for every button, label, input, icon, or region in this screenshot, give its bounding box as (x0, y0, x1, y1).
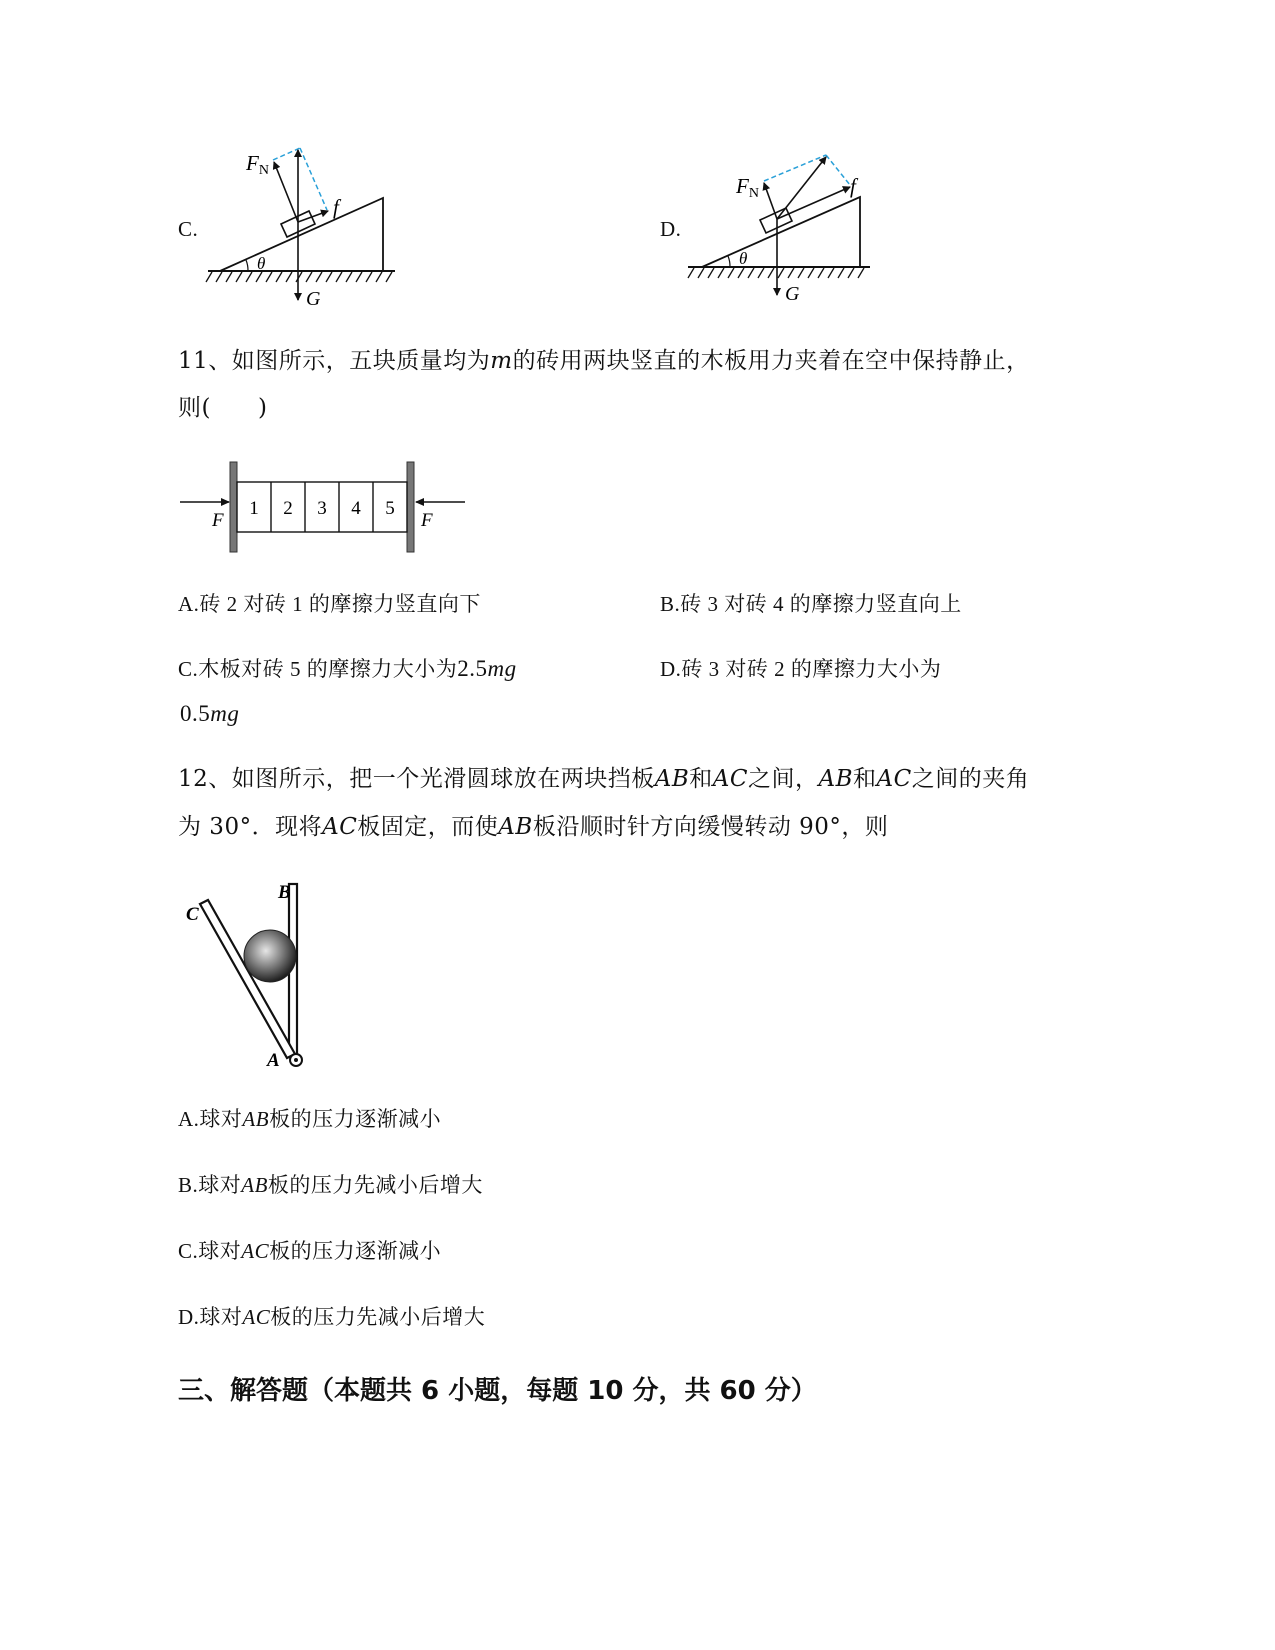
gravity-label-d: G (785, 283, 800, 305)
italic-term: AB (654, 766, 690, 792)
brick-label: 2 (283, 498, 293, 519)
q12-option-c (178, 1236, 441, 1266)
text-run: D.球对 (178, 1305, 243, 1329)
q12-option-b (178, 1170, 483, 1200)
text-run: 板沿顺时针方向缓慢转动 90°，则 (532, 814, 889, 840)
fn-label-c: FN (246, 151, 269, 178)
italic-term: AC (712, 766, 749, 792)
label-b: B (278, 882, 291, 903)
gravity-label-c: G (306, 288, 321, 310)
text-run: B.球对 (178, 1173, 242, 1197)
brick-label: 3 (317, 498, 327, 519)
brick-label: 1 (249, 498, 259, 519)
q12-option-a (178, 1104, 441, 1134)
figure-option-c (200, 140, 410, 315)
italic-term: AB (241, 1173, 268, 1197)
label-a: A (267, 1050, 280, 1071)
text-run: 为 30°．现将 (178, 814, 323, 840)
q11-stem-line1: 11、如图所示，五块质量均为m的砖用两块竖直的木板用力夹着在空中保持静止， (178, 348, 1030, 374)
option-c-label: C. (178, 217, 199, 241)
option-d-label: D. (660, 217, 682, 241)
text-run: 板固定，而使 (357, 814, 499, 840)
italic-term: AC (322, 814, 358, 840)
force-label-right: F (421, 510, 433, 531)
text-run: 板的压力逐渐减小 (269, 1107, 442, 1131)
q11-option-d: D.砖 3 对砖 2 的摩擦力大小为 (660, 657, 942, 681)
q12-stem-line2 (178, 812, 888, 842)
italic-term: AB (498, 814, 533, 840)
brick-label: 5 (385, 498, 395, 519)
figure-bricks (178, 458, 473, 556)
text-run: A.球对 (178, 1107, 243, 1131)
friction-label-c: f (333, 195, 339, 219)
text-run: 之间， (748, 766, 819, 792)
text-run: 和 (853, 766, 877, 792)
friction-label-d: f (850, 174, 856, 198)
text-run: 之间的夹角 (911, 766, 1030, 792)
text-run: 12、如图所示，把一个光滑圆球放在两块挡板 (178, 766, 655, 792)
force-label-left: F (212, 510, 224, 531)
text-run: C.球对 (178, 1239, 242, 1263)
italic-term: AC (242, 1305, 271, 1329)
theta-label-d: θ (739, 249, 748, 268)
q12-stem-line1 (178, 764, 1029, 794)
fn-label-d: FN (736, 174, 759, 201)
label-c: C (186, 904, 199, 925)
figure-option-d (680, 145, 880, 310)
italic-term: AB (242, 1107, 270, 1131)
italic-term: AB (818, 766, 854, 792)
text-run: 板的压力先减小后增大 (267, 1173, 483, 1197)
italic-term: AC (876, 766, 912, 792)
text-run: 板的压力先减小后增大 (270, 1305, 486, 1329)
q11-option-d-value: 0.5mg (180, 701, 240, 726)
q11-option-c: C.木板对砖 5 的摩擦力大小为2.5mg (178, 656, 517, 681)
q11-stem-line2: 则( ) (178, 395, 268, 421)
section-heading: 三、解答题（本题共 6 小题，每题 10 分，共 60 分） (178, 1376, 817, 1406)
q12-option-d (178, 1302, 485, 1332)
q11-option-b: B.砖 3 对砖 4 的摩擦力竖直向上 (660, 592, 962, 616)
brick-label: 4 (351, 498, 361, 519)
text-run: 板的压力逐渐减小 (269, 1239, 442, 1263)
text-run: 和 (689, 766, 713, 792)
italic-term: AC (241, 1239, 270, 1263)
q11-option-a: A.砖 2 对砖 1 的摩擦力竖直向下 (178, 592, 481, 616)
theta-label-c: θ (257, 254, 266, 273)
figure-ball-boards (178, 876, 318, 1076)
